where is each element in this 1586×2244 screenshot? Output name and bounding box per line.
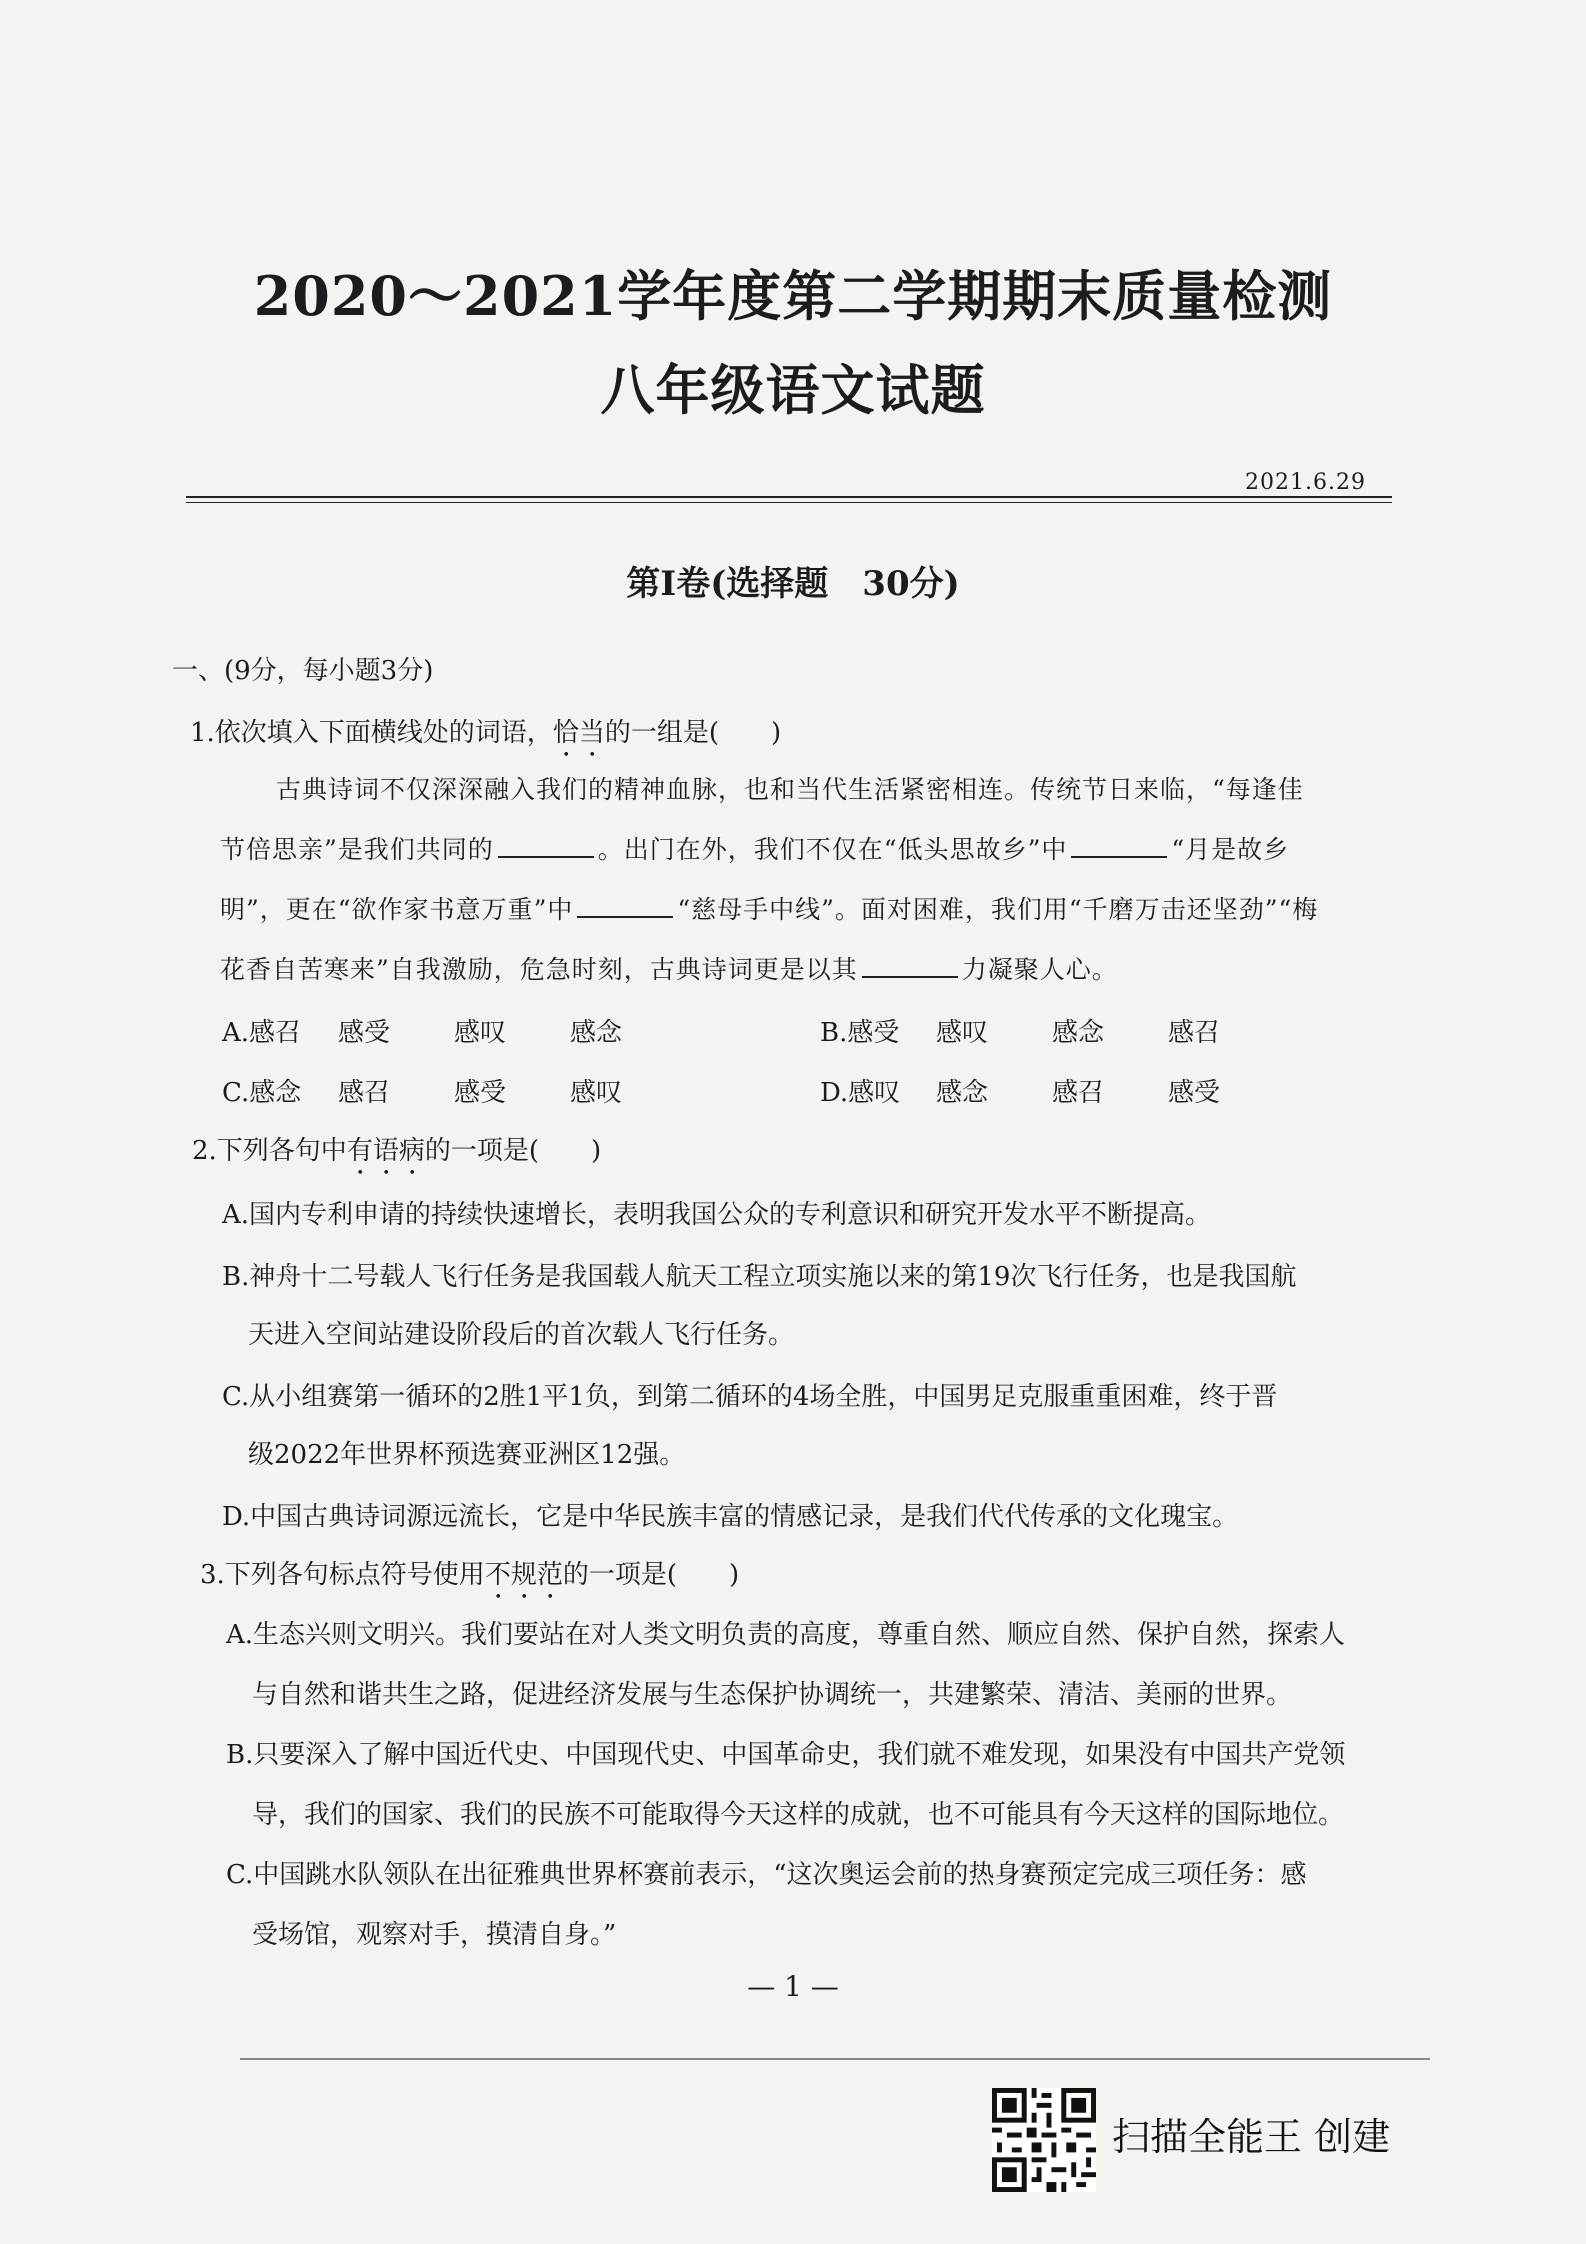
q1-stem: 1.依次填入下面横线处的词语，恰当的一组是( )	[190, 718, 782, 748]
q2-option-a: A.国内专利申请的持续快速增长，表明我国公众的专利意识和研究开发水平不断提高。	[222, 1200, 1212, 1230]
blank-3	[577, 896, 673, 918]
q3-option-a-line1: A.生态兴则文明兴。我们要站在对人类文明负责的高度，尊重自然、顺应自然、保护自然，探索人	[226, 1620, 1346, 1650]
q3-option-b-line1: B.只要深入了解中国近代史、中国现代史、中国革命史，我们就不难发现，如果没有中国共产党领	[226, 1740, 1346, 1770]
scanner-watermark-text: 扫描全能王 创建	[1112, 2115, 1391, 2159]
q2-stem: 2.下列各句中有语病的一项是( )	[192, 1136, 602, 1166]
part1-heading: 一、(9分，每小题3分)	[172, 656, 434, 686]
q1-option-a: A.感召 感受 感叹 感念	[222, 1018, 623, 1048]
exam-title-line1: 2020～2021学年度第二学期期末质量检测	[253, 264, 1333, 328]
qr-code-icon	[992, 2088, 1096, 2192]
q1-option-b: B.感受 感叹 感念 感召	[820, 1018, 1221, 1048]
q1-option-c: C.感念 感召 感受 感叹	[222, 1078, 623, 1108]
q2-option-b-line2: 天进入空间站建设阶段后的首次载人飞行任务。	[248, 1320, 795, 1350]
q3-option-a-line2: 与自然和谐共生之路，促进经济发展与生态保护协调统一，共建繁荣、清洁、美丽的世界。	[252, 1680, 1293, 1710]
q3-option-c-line2: 受场馆，观察对手，摸清自身。”	[252, 1920, 617, 1950]
q2-option-b-line1: B.神舟十二号载人飞行任务是我国载人航天工程立项实施以来的第19次飞行任务，也是我国航	[222, 1262, 1297, 1292]
header-rule-top	[186, 496, 1392, 498]
q3-stem: 3.下列各句标点符号使用不规范的一项是( )	[200, 1560, 740, 1590]
q2-option-c-line2: 级2022年世界杯预选赛亚洲区12强。	[248, 1440, 686, 1470]
q1-passage-line1: 古典诗词不仅深深融入我们的精神血脉，也和当代生活紧密相连。传统节日来临，“每逢佳	[276, 775, 1304, 804]
blank-1	[498, 836, 594, 858]
q1-passage-line2: 节倍思亲”是我们共同的 。出门在外，我们不仅在“低头思故乡”中 “月是故乡	[220, 835, 1290, 864]
q3-option-b-line2: 导，我们的国家、我们的民族不可能取得今天这样的成就，也不可能具有今天这样的国际地位。	[252, 1800, 1345, 1830]
q1-passage-line3: 明”，更在“欲作家书意万重”中 “慈母手中线”。面对困难，我们用“千磨万击还坚劲”“梅	[220, 895, 1319, 924]
q3-option-c-line1: C.中国跳水队领队在出征雅典世界杯赛前表示，“这次奥运会前的热身赛预定完成三项任务：感	[226, 1860, 1307, 1890]
exam-title-line2: 八年级语文试题	[600, 358, 986, 422]
q1-passage-line4: 花香自苦寒来”自我激励，危急时刻，古典诗词更是以其 力凝聚人心。	[220, 955, 1118, 984]
blank-4	[862, 956, 958, 978]
exam-date: 2021.6.29	[1245, 470, 1366, 495]
blank-2	[1071, 836, 1167, 858]
header-rule-bottom	[186, 502, 1392, 503]
section-title: 第Ⅰ卷(选择题 30分)	[626, 564, 960, 604]
page-number: — 1 —	[747, 1970, 839, 2003]
q2-option-d: D.中国古典诗词源远流长，它是中华民族丰富的情感记录，是我们代代传承的文化瑰宝。	[222, 1502, 1239, 1532]
q2-option-c-line1: C.从小组赛第一循环的2胜1平1负，到第二循环的4场全胜，中国男足克服重重困难，终于晋	[222, 1382, 1278, 1412]
q1-option-d: D.感叹 感念 感召 感受	[820, 1078, 1221, 1108]
footer-rule	[240, 2058, 1430, 2060]
